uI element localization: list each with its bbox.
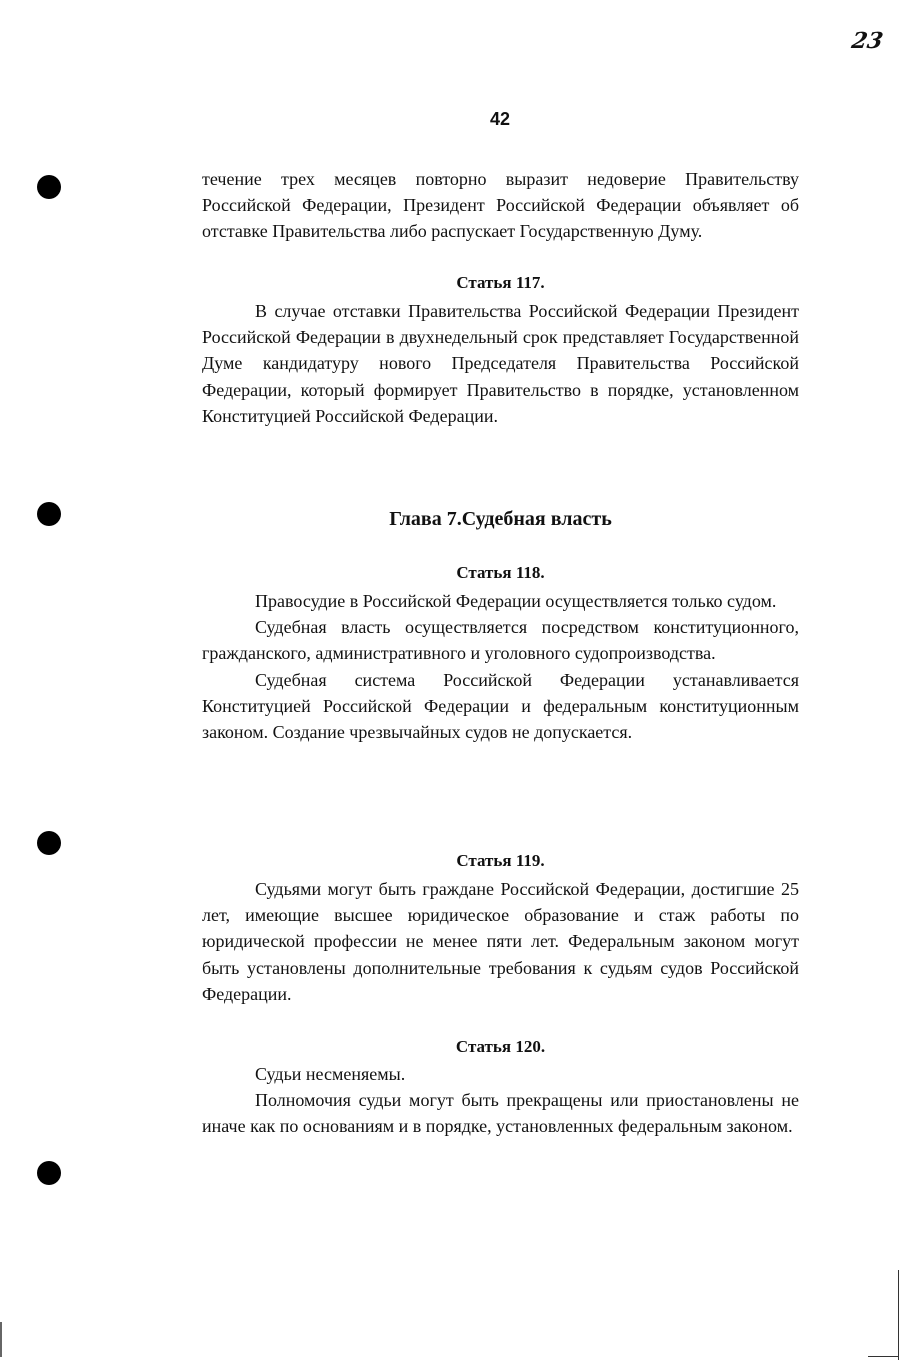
paragraph-text: Судебная система Российской Федерации устанавливается Конституцией Российской Федерации и федеральным конституционным законом. Создание чрезвычайных судов не допускается. [202, 669, 799, 743]
page-number: 42 [489, 109, 511, 129]
article-117-body [202, 298, 799, 429]
binder-hole [37, 502, 61, 526]
article-119-body [202, 876, 799, 1007]
paragraph-text: Полномочия судьи могут быть прекращены или приостановлены не иначе как по основаниям и в порядке, установленных федеральным законом. [202, 1090, 799, 1137]
scan-edge-line [868, 1356, 899, 1357]
article-118-body [202, 588, 799, 745]
paragraph-text: Судьи несменяемы. [255, 1064, 406, 1084]
paragraph-text: Судьями могут быть граждане Российской Федерации, достигшие 25 лет, имеющие высшее юридическое образование и стаж работы по юридической профессии не менее пяти лет. Федеральным законом могут быть установлены дополнительные требования к судьям судов Российской Федерации. [202, 879, 799, 1004]
article-title: Статья 119. [456, 851, 545, 870]
article-title: Статья 118. [456, 563, 545, 582]
continuation-paragraph [202, 166, 799, 245]
article-title: Статья 120. [455, 1037, 546, 1056]
paragraph-text: Судебная власть осуществляется посредством конституционного, гражданского, административного и уголовного судопроизводства. [202, 617, 799, 664]
paragraph-text: Правосудие в Российской Федерации осуществляется только судом. [255, 591, 777, 611]
article-title: Статья 117. [456, 273, 545, 292]
handwritten-page-annotation: 23 [849, 28, 885, 54]
binder-hole [37, 831, 61, 855]
binder-hole [37, 1161, 61, 1185]
paragraph-text: течение трех месяцев повторно выразит недоверие Правительству Российской Федерации, Президент Российской Федерации объявляет об отставке Правительства либо распускает Государственную Думу. [202, 169, 799, 242]
paragraph-text: В случае отставки Правительства Российской Федерации Президент Российской Федерации в двухнедельный срок представляет Государственной Думе кандидатуру нового Председателя Правительства Российской Федерации, который формирует Правительство в порядке, установленном Конституцией Российской Федерации. [202, 301, 799, 426]
binder-hole [37, 175, 61, 199]
scan-edge-line [898, 1270, 899, 1360]
article-120-body [202, 1061, 799, 1140]
chapter-title: Глава 7.Судебная власть [389, 508, 612, 530]
scan-edge-line [0, 1322, 2, 1357]
